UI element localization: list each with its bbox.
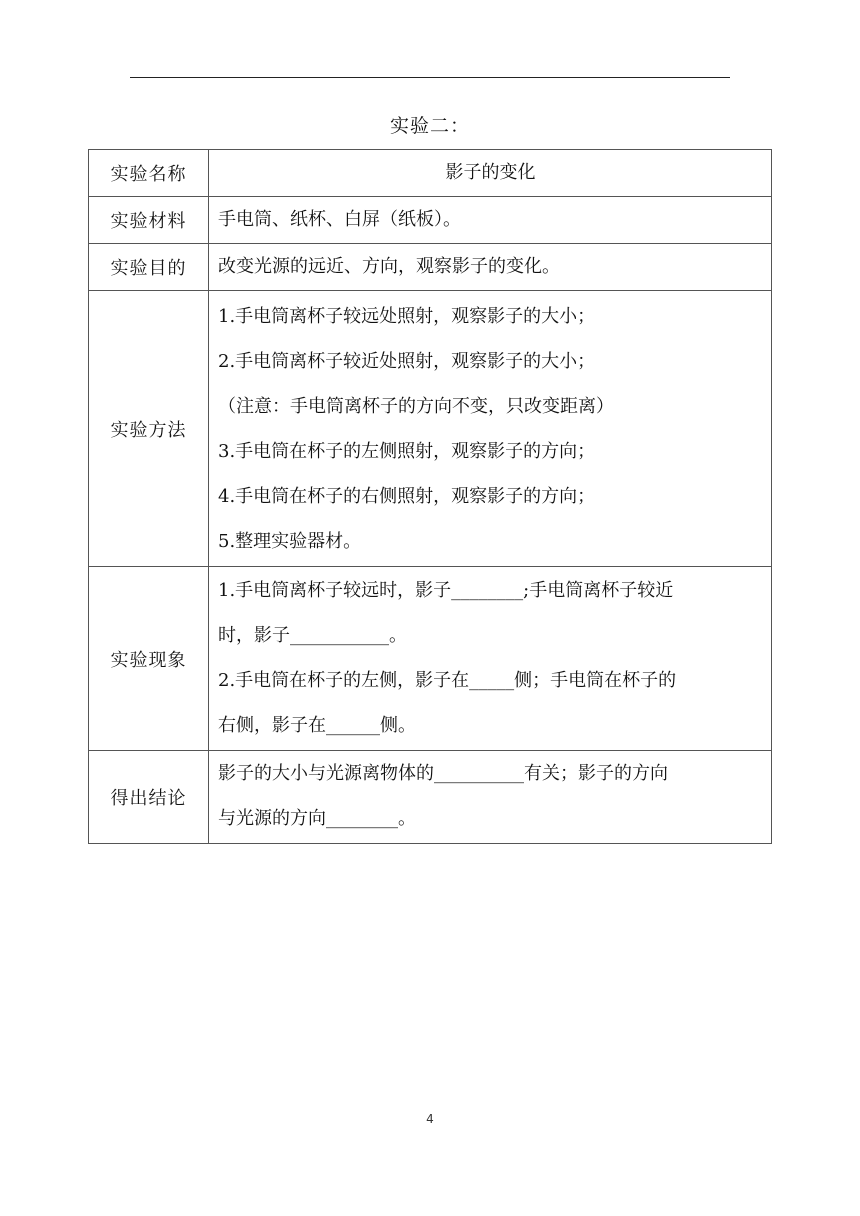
table-row (89, 150, 772, 197)
experiment-name-value: 影子的变化 (209, 150, 772, 197)
method-note: （注意：手电筒离杯子的方向不变，只改变距离） (218, 396, 614, 417)
phenomenon-line: 1.手电筒离杯子较远时，影子________;手电筒离杯子较近 (218, 580, 674, 601)
purpose-value: 改变光源的远近、方向，观察影子的变化。 (209, 244, 772, 291)
row-label-conclusion: 得出结论 (89, 751, 209, 844)
row-label-phenomenon: 实验现象 (89, 567, 209, 751)
row-label-name: 实验名称 (89, 150, 209, 197)
phenomenon-line: 2.手电筒在杯子的左侧，影子在_____侧；手电筒在杯子的 (218, 670, 677, 691)
phenomenon-line: 右侧，影子在______侧。 (218, 715, 416, 736)
row-label-materials: 实验材料 (89, 197, 209, 244)
table-row (89, 567, 772, 751)
method-step: 3.手电筒在杯子的左侧照射，观察影子的方向； (218, 441, 596, 462)
conclusion-line: 影子的大小与光源离物体的__________有关；影子的方向 (218, 763, 668, 784)
method-step: 4.手电筒在杯子的右侧照射，观察影子的方向； (218, 486, 596, 507)
method-cell (209, 291, 772, 567)
materials-value: 手电筒、纸杯、白屏（纸板）。 (209, 197, 772, 244)
header-rule (130, 77, 730, 78)
table-row (89, 244, 772, 291)
table-row (89, 751, 772, 844)
method-step: 2.手电筒离杯子较近处照射，观察影子的大小； (218, 351, 596, 372)
table-row (89, 291, 772, 567)
experiment-table (88, 149, 772, 844)
method-step: 1.手电筒离杯子较远处照射，观察影子的大小； (218, 306, 596, 327)
phenomenon-line: 时，影子___________。 (218, 625, 407, 646)
method-step: 5.整理实验器材。 (218, 531, 362, 552)
row-label-method: 实验方法 (89, 291, 209, 567)
conclusion-cell (209, 751, 772, 844)
page-number: 4 (426, 1112, 434, 1126)
phenomenon-cell (209, 567, 772, 751)
section-title: 实验二： (389, 115, 470, 137)
row-label-purpose: 实验目的 (89, 244, 209, 291)
conclusion-line: 与光源的方向________。 (218, 808, 416, 829)
table-row (89, 197, 772, 244)
